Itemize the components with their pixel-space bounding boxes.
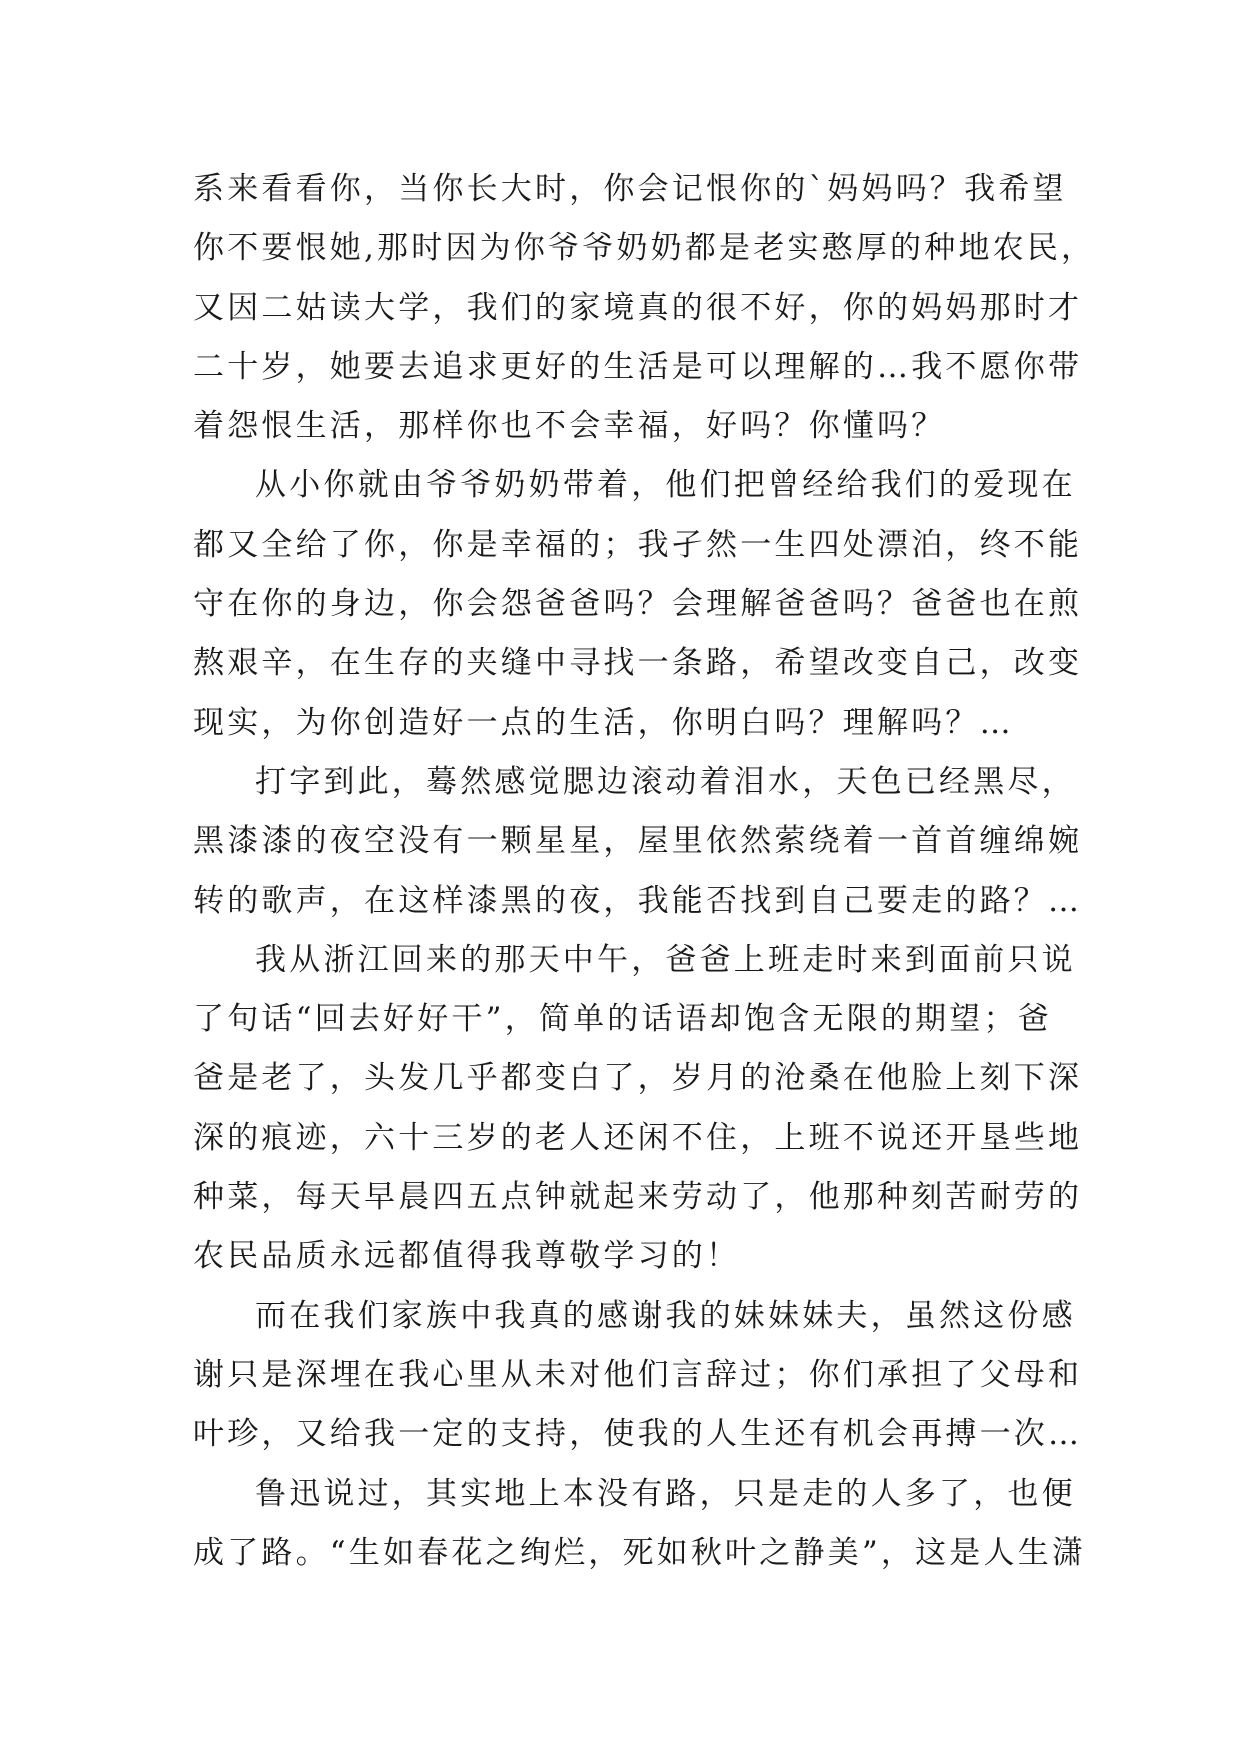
text-line: 成了路。“生如春花之绚烂，死如秋叶之静美”，这是人生潇 xyxy=(193,1534,1087,1571)
text-line: 又因二姑读大学，我们的家境真的很不好，你的妈妈那时才 xyxy=(193,289,1083,326)
text-line: 了句话“回去好好干”，简单的话语却饱含无限的期望；爸 xyxy=(193,1001,1052,1038)
paragraph-start-line: 鲁迅说过，其实地上本没有路，只是走的人多了，也便 xyxy=(255,1475,1076,1512)
text-line: 二十岁，她要去追求更好的生活是可以理解的…我不愿你带 xyxy=(193,348,1083,385)
paragraph-start-line: 而在我们家族中我真的感谢我的妹妹妹夫，虽然这份感 xyxy=(255,1297,1076,1334)
text-line: 转的歌声，在这样漆黑的夜，我能否找到自己要走的路？… xyxy=(193,882,1083,919)
text-line: 都又全给了你，你是幸福的；我孑然一生四处漂泊，终不能 xyxy=(193,526,1083,563)
paragraph-start-line: 我从浙江回来的那天中午，爸爸上班走时来到面前只说 xyxy=(255,941,1076,978)
text-line: 叶珍，又给我一定的支持，使我的人生还有机会再搏一次… xyxy=(193,1416,1083,1453)
text-line: 深的痕迹，六十三岁的老人还闲不住，上班不说还开垦些地 xyxy=(193,1119,1083,1156)
paragraph-start-line: 从小你就由爷爷奶奶带着，他们把曾经给我们的爱现在 xyxy=(255,467,1076,504)
text-line: 熬艰辛，在生存的夹缝中寻找一条路，希望改变自己，改变 xyxy=(193,645,1083,682)
text-line: 现实，为你创造好一点的生活，你明白吗？理解吗？… xyxy=(193,704,1014,741)
text-line: 种菜，每天早晨四五点钟就起来劳动了，他那种刻苦耐劳的 xyxy=(193,1179,1083,1216)
text-line: 爸是老了，头发几乎都变白了，岁月的沧桑在他脸上刻下深 xyxy=(193,1060,1083,1097)
text-line: 守在你的身边，你会怨爸爸吗？会理解爸爸吗？爸爸也在煎 xyxy=(193,586,1083,623)
text-line: 着怨恨生活，那样你也不会幸福，好吗？你懂吗？ xyxy=(193,408,946,445)
text-line: 谢只是深埋在我心里从未对他们言辞过；你们承担了父母和 xyxy=(193,1356,1083,1393)
text-line: 黑漆漆的夜空没有一颗星星，屋里依然萦绕着一首首缠绵婉 xyxy=(193,823,1083,860)
body-text xyxy=(193,160,1096,1583)
text-line: 你不要恨她,那时因为你爷爷奶奶都是老实憨厚的种地农民， xyxy=(193,230,1096,267)
text-line: 农民品质永远都值得我尊敬学习的！ xyxy=(193,1238,741,1275)
paragraph-start-line: 打字到此，蓦然感觉腮边滚动着泪水，天色已经黑尽， xyxy=(255,763,1076,800)
text-line: 系来看看你，当你长大时，你会记恨你的`妈妈吗？我希望 xyxy=(193,171,1067,207)
